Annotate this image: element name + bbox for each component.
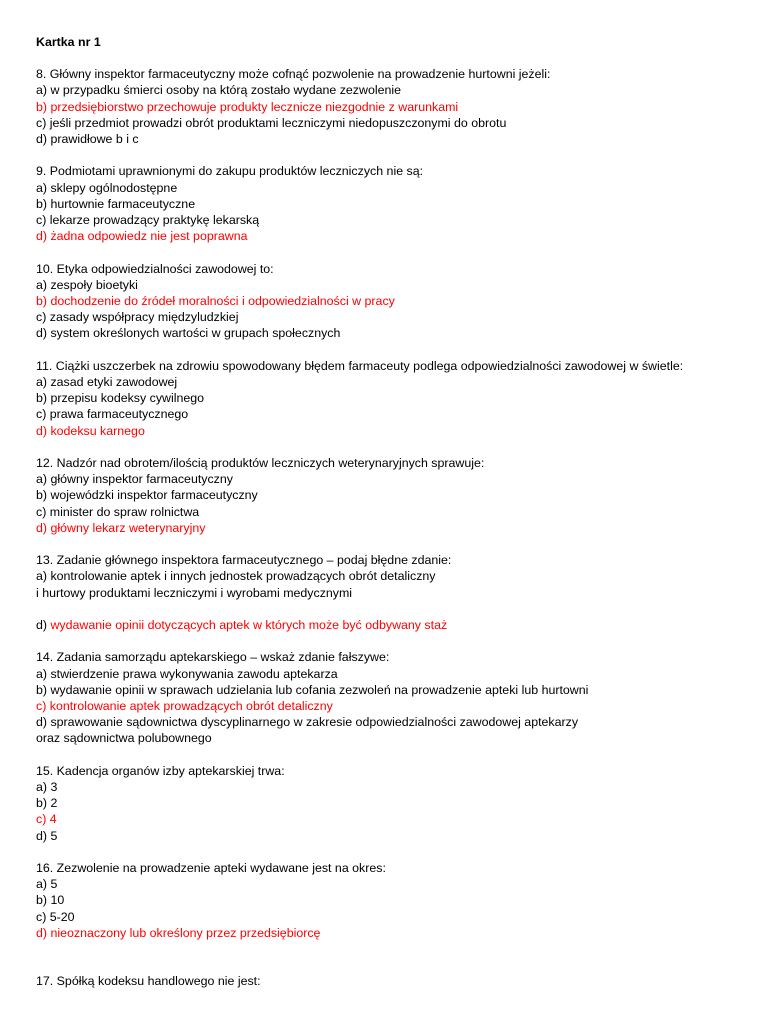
answer-option: c) lekarze prowadzący praktykę lekarską xyxy=(36,213,260,228)
answer-option: d) system określonych wartości w grupach społecznych xyxy=(36,326,341,341)
question-11 xyxy=(36,358,760,439)
answer-option-label: d) xyxy=(36,618,51,633)
question-10 xyxy=(36,261,760,342)
answer-option xyxy=(36,617,760,633)
question-stem: 10. Etyka odpowiedzialności zawodowej to: xyxy=(36,261,274,276)
answer-option-continuation: oraz sądownictwa polubownego xyxy=(36,731,212,746)
correct-answer-option: d) żadna odpowiedz nie jest poprawna xyxy=(36,229,248,244)
correct-answer-text: wydawanie opinii dotyczących aptek w których może być odbywany staż xyxy=(50,618,448,633)
answer-option: a) zespoły bioetyki xyxy=(36,277,138,292)
question-stem: 14. Zadania samorządu aptekarskiego – wskaż zdanie fałszywe: xyxy=(36,650,390,665)
answer-option: b) przepisu kodeksy cywilnego xyxy=(36,391,205,406)
question-stem: 8. Główny inspektor farmaceutyczny może cofnąć pozwolenie na prowadzenie hurtowni jeżeli: xyxy=(36,67,551,82)
answer-option: c) minister do spraw rolnictwa xyxy=(36,504,200,519)
answer-option: b) hurtownie farmaceutyczne xyxy=(36,196,196,211)
question-stem: 15. Kadencja organów izby aptekarskiej trwa: xyxy=(36,763,285,778)
correct-answer-option: b) dochodzenie do źródeł moralności i odpowiedzialności w pracy xyxy=(36,294,395,309)
correct-answer-option: d) główny lekarz weterynaryjny xyxy=(36,520,206,535)
question-stem: 9. Podmiotami uprawnionymi do zakupu produktów leczniczych nie są: xyxy=(36,164,424,179)
correct-answer-option: b) przedsiębiorstwo przechowuje produkty lecznicze niezgodnie z warunkami xyxy=(36,99,459,114)
quiz-sheet xyxy=(36,34,760,1006)
question-13 xyxy=(36,552,760,633)
correct-answer-option: c) kontrolowanie aptek prowadzących obrót detaliczny xyxy=(36,699,333,714)
question-stem: 11. Ciążki uszczerbek na zdrowiu spowodowany błędem farmaceuty podlega odpowiedzialności zawodowej w świetle: xyxy=(36,358,684,373)
question-stem: 17. Spółką kodeksu handlowego nie jest: xyxy=(36,974,261,989)
answer-option-continuation: i hurtowy produktami leczniczymi i wyrobami medycznymi xyxy=(36,585,353,600)
question-9 xyxy=(36,163,760,244)
answer-option: b) wojewódzki inspektor farmaceutyczny xyxy=(36,488,258,503)
question-8 xyxy=(36,66,760,147)
answer-option: b) 2 xyxy=(36,796,58,811)
answer-option: c) 5-20 xyxy=(36,909,75,924)
answer-option: b) 10 xyxy=(36,893,65,908)
correct-answer-option: d) nieoznaczony lub określony przez przedsiębiorcę xyxy=(36,925,321,940)
answer-option: c) prawa farmaceutycznego xyxy=(36,407,189,422)
spacer xyxy=(36,957,760,973)
sheet-title: Kartka nr 1 xyxy=(36,35,101,49)
question-stem: 12. Nadzór nad obrotem/ilością produktów leczniczych weterynaryjnych sprawuje: xyxy=(36,456,485,471)
answer-option: c) zasady współpracy międzyludzkiej xyxy=(36,310,239,325)
answer-option: a) zasad etyki zawodowej xyxy=(36,375,178,390)
question-15 xyxy=(36,763,760,844)
answer-option: a) sklepy ogólnodostępne xyxy=(36,180,178,195)
answer-option: a) główny inspektor farmaceutyczny xyxy=(36,472,233,487)
question-stem: 13. Zadanie głównego inspektora farmaceutycznego – podaj błędne zdanie: xyxy=(36,553,452,568)
answer-option: a) stwierdzenie prawa wykonywania zawodu aptekarza xyxy=(36,666,338,681)
question-stem: 16. Zezwolenie na prowadzenie apteki wydawane jest na okres: xyxy=(36,861,386,876)
answer-option: a) 3 xyxy=(36,780,58,795)
correct-answer-option: d) kodeksu karnego xyxy=(36,423,145,438)
question-16 xyxy=(36,860,760,941)
answer-option: a) 5 xyxy=(36,877,58,892)
answer-option: d) sprawowanie sądownictwa dyscyplinarnego w zakresie odpowiedzialności zawodowej aptekarzy xyxy=(36,715,579,730)
question-17 xyxy=(36,973,760,989)
spacer xyxy=(36,601,760,617)
answer-option: c) jeśli przedmiot prowadzi obrót produktami leczniczymi niedopuszczonymi do obrotu xyxy=(36,115,507,130)
answer-option: a) w przypadku śmierci osoby na którą zostało wydane zezwolenie xyxy=(36,83,402,98)
answer-option: a) kontrolowanie aptek i innych jednostek prowadzących obrót detaliczny xyxy=(36,569,436,584)
answer-option: d) prawidłowe b i c xyxy=(36,132,139,147)
answer-option: b) wydawanie opinii w sprawach udzielania lub cofania zezwoleń na prowadzenie apteki lub hurtowni xyxy=(36,682,589,697)
question-14 xyxy=(36,649,760,746)
correct-answer-option: c) 4 xyxy=(36,812,57,827)
question-12 xyxy=(36,455,760,536)
answer-option: d) 5 xyxy=(36,828,58,843)
